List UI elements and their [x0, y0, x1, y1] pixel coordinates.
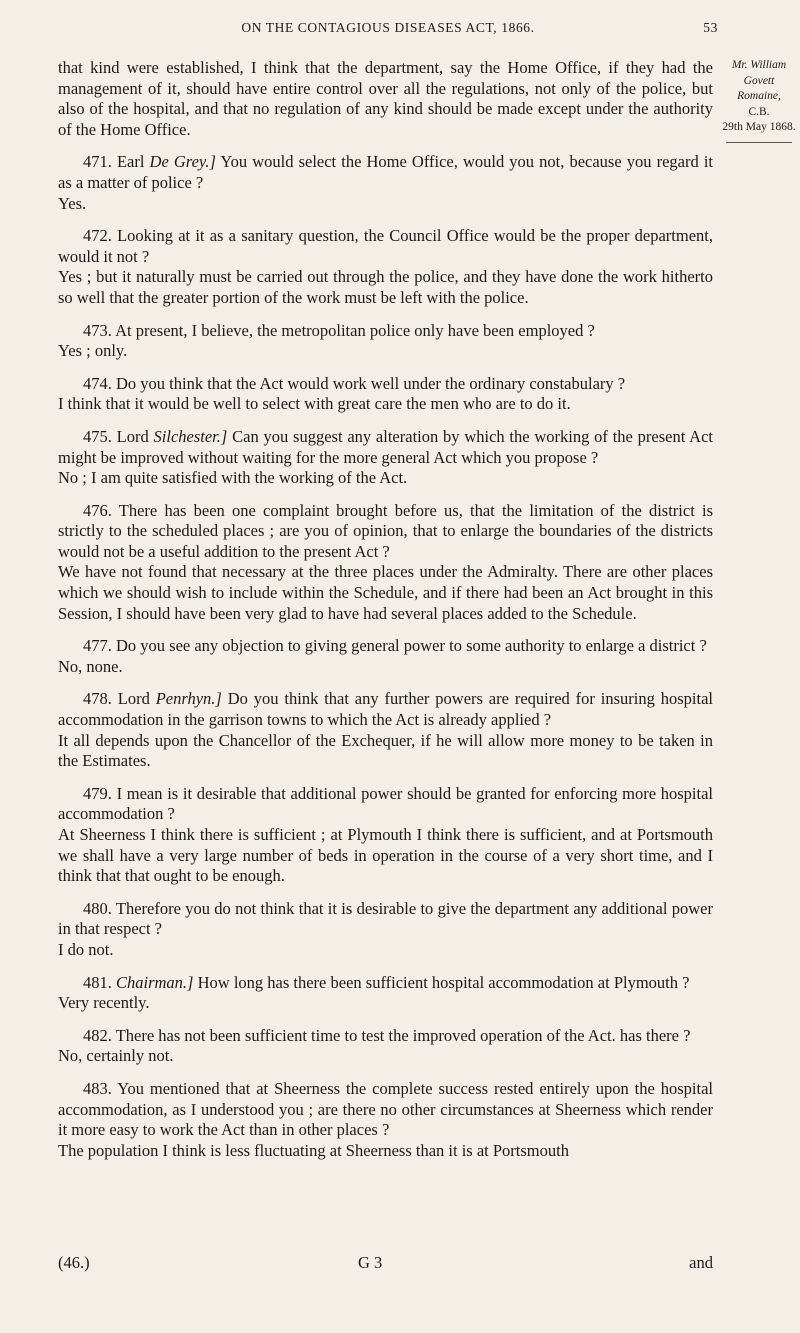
- question-number: 477.: [83, 636, 112, 656]
- answer-480: I do not.: [58, 939, 114, 959]
- question-text: Do you think that any further powers are required for insuring hospital accommodation in the garrison towns to which the Act is already applied ?: [58, 689, 713, 730]
- witness-name-line2: Govett Romaine,: [737, 74, 781, 102]
- question-number: 482.: [83, 1025, 112, 1045]
- sessional-number: (46.): [58, 1253, 90, 1272]
- question-473: [58, 321, 713, 342]
- running-title: ON THE CONTAGIOUS DISEASES ACT, 1866.: [241, 20, 535, 35]
- question-text: I mean is it desirable that additional power should be granted for enforcing more hospital accommodation ?: [58, 783, 713, 824]
- question-474: [58, 374, 713, 395]
- question-text: Do you see any objection to giving general power to some authority to enlarge a district ?: [116, 636, 707, 656]
- question-480: [58, 899, 713, 940]
- speaker-name: Chairman.]: [116, 972, 194, 992]
- question-number: 471.: [83, 152, 112, 172]
- margin-rule: [726, 142, 792, 143]
- question-472: [58, 226, 713, 267]
- question-text: How long has there been sufficient hospital accommodation at Plymouth ?: [197, 972, 690, 992]
- answer-483: The population I think is less fluctuating at Sheerness than it is at Portsmouth: [58, 1140, 569, 1160]
- question-number: 472.: [83, 226, 112, 246]
- witness-name-line1: Mr. William: [731, 59, 787, 71]
- question-478: 478. Lord Penrhyn.] Do you think that any further powers are required for insuring hospital accommodation in the garrison towns to which the Act is already applied ?: [58, 689, 713, 730]
- answer-474: I think that it would be well to select with great care the men who are to do it.: [58, 394, 571, 414]
- question-number: 480.: [83, 898, 112, 918]
- question-text: You would select the Home Office, would you not, because you regard it as a matter of police ?: [58, 152, 713, 192]
- question-text: At present, I believe, the metropolitan police only have been employed ?: [115, 320, 595, 340]
- answer-482: No, certainly not.: [58, 1046, 174, 1066]
- main-text: [58, 58, 713, 1161]
- answer-479: At Sheerness I think there is sufficient ; at Plymouth I think there is sufficient, and at Portsmouth we shall have a very large number of beds in operation in the course of a very short time, and I think that that ought to be enough.: [58, 825, 713, 886]
- question-number: 473.: [83, 320, 112, 340]
- signature-mark: G 3: [358, 1253, 383, 1272]
- answer-471: Yes.: [58, 193, 87, 213]
- answer-477: No, none.: [58, 656, 123, 676]
- witness-date: 29th May 1868.: [722, 121, 796, 133]
- question-number: 475.: [83, 426, 112, 446]
- speaker-name: De Grey.]: [149, 152, 216, 172]
- question-number: 481.: [83, 972, 112, 992]
- answer-472: Yes ; but it naturally must be carried out through the police, and they have done the work hitherto so well that the greater portion of the work must be left with the police.: [58, 267, 713, 307]
- answer-481: Very recently.: [58, 993, 150, 1013]
- question-text: Do you think that the Act would work well under the ordinary constabulary ?: [116, 373, 626, 393]
- speaker-name: Silchester.]: [153, 426, 228, 446]
- answer-478: It all depends upon the Chancellor of the Exchequer, if he will allow more money to be taken in the Estimates.: [58, 730, 713, 771]
- question-number: 474.: [83, 373, 112, 393]
- margin-note: [722, 58, 796, 143]
- running-header: [58, 20, 718, 36]
- question-number: 479.: [83, 783, 112, 803]
- answer-476: We have not found that necessary at the three places under the Admiralty. There are other places which we should wish to include within the Schedule, and if there had been an Act brought in this Session, I should have been very glad to have had several places added to the Schedule.: [58, 562, 713, 623]
- question-483: [58, 1079, 713, 1141]
- question-text: There has been one complaint brought before us, that the limitation of the district is strictly to the scheduled places ; are you of opinion, that to enlarge the boundaries of the districts would not be a useful addition to the present Act ?: [58, 500, 714, 561]
- answer-473: Yes ; only.: [58, 341, 128, 361]
- page-number: 53: [703, 20, 718, 35]
- question-text: Looking at it as a sanitary question, the Council Office would be the proper department, would it not ?: [58, 226, 713, 266]
- question-number: 483.: [83, 1078, 112, 1098]
- speaker-name: Penrhyn.]: [155, 689, 222, 709]
- continued-answer: that kind were established, I think that the department, say the Home Office, if they had the management of it, should have entire control over all the regulations, not only of the police, but also of the hospital, and that no regulation of any kind should be made except under the authority of the Home Office.: [58, 58, 713, 139]
- question-481: [58, 973, 713, 994]
- question-475: 475. Lord Silchester.] Can you suggest any alteration by which the working of the present Act might be improved without waiting for the more general Act which you propose ?: [58, 426, 713, 467]
- question-482: [58, 1026, 713, 1047]
- question-479: [58, 784, 713, 825]
- question-text: Therefore you do not think that it is desirable to give the department any additional power in that respect ?: [58, 898, 713, 939]
- question-477: [58, 636, 713, 657]
- question-471: 471. Earl De Grey.] You would select the Home Office, would you not, because you regard it as a matter of police ?: [58, 152, 713, 192]
- question-text: You mentioned that at Sheerness the complete success rested entirely upon the hospital accommodation, as I understood you ; are there no other circumstances at Sheerness which render it more easy to work the Act than in other places ?: [58, 1078, 714, 1140]
- question-476: [58, 501, 713, 563]
- witness-title: C.B.: [748, 105, 770, 118]
- answer-475: No ; I am quite satisfied with the working of the Act.: [58, 468, 408, 488]
- question-text: There has not been sufficient time to test the improved operation of the Act. has there ?: [115, 1025, 691, 1045]
- catchword: and: [689, 1253, 713, 1272]
- question-number: 476.: [83, 500, 112, 520]
- question-text: Can you suggest any alteration by which the working of the present Act might be improved without waiting for the more general Act which you propose ?: [58, 426, 713, 467]
- question-number: 478.: [83, 689, 112, 709]
